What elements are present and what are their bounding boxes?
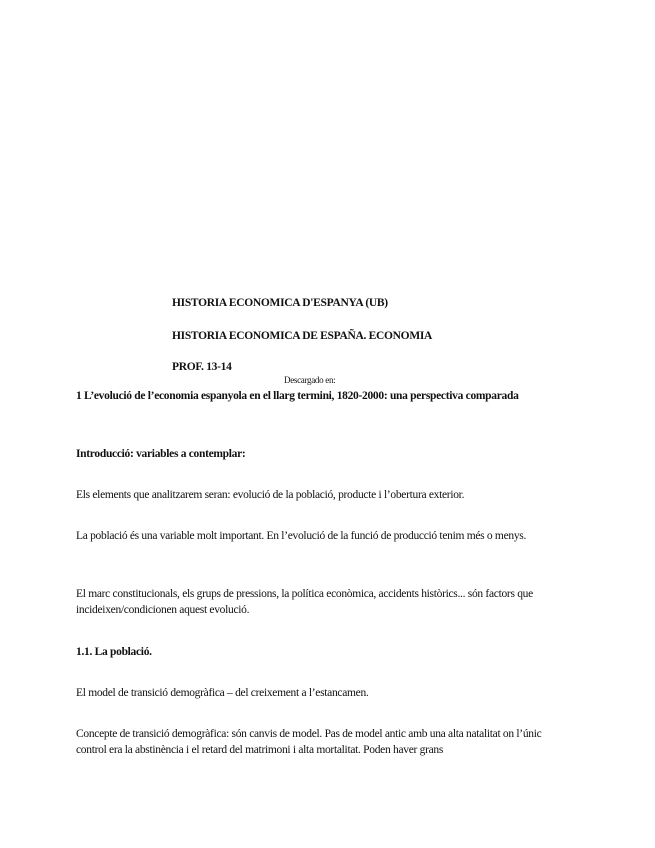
paragraph-transition-concept: Concepte de transició demogràfica: són canvis de model. Pas de model antic amb una alta natalitat on l’únic control era la abstinència i el retard del matrimoni i alta mortalitat. Poden haver grans	[76, 728, 542, 756]
header-course-ub: HISTORIA ECONOMICA D'ESPANYA (UB)	[172, 297, 388, 309]
paragraph-transition-model: El model de transició demogràfica – del creixement a l’estancamen.	[76, 687, 369, 699]
paragraph-framework: El marc constitucionals, els grups de pressions, la política econòmica, accidents històrics... són factors que incideixen/condicionen aquest evolució.	[76, 588, 533, 616]
chapter-title: 1 L’evolució de l’economia espanyola en el llarg termini, 1820-2000: una perspectiva comparada	[76, 390, 519, 402]
header-professor: PROF. 13-14	[172, 361, 232, 373]
header-course-es: HISTORIA ECONOMICA DE ESPAÑA. ECONOMIA	[172, 330, 433, 342]
paragraph-elements: Els elements que analitzarem seran: evolució de la població, producte i l’obertura exterior.	[76, 489, 465, 501]
section-heading-population: 1.1. La població.	[76, 646, 152, 658]
paragraph-population: La població és una variable molt important. En l’evolució de la funció de producció tenim més o menys.	[76, 530, 527, 542]
download-note: Descargado en:	[284, 375, 336, 385]
intro-heading: Introducció: variables a contemplar:	[76, 448, 246, 460]
